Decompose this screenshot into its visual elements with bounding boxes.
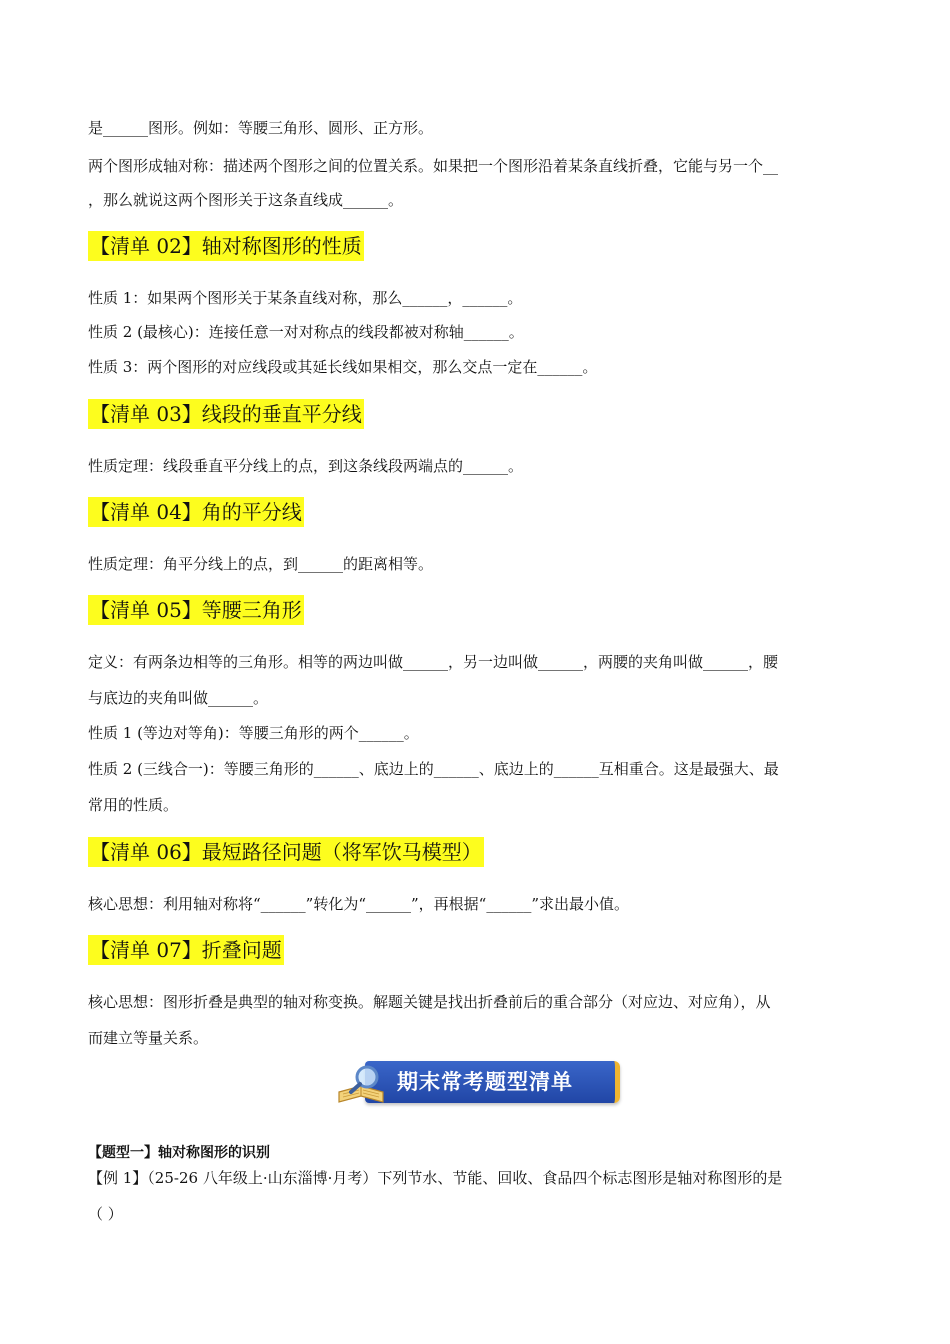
example-question: 【例 1】（25-26 八年级上·山东淄博·月考）下列节水、节能、回收、食品四个标志图形是轴对称图形的是 bbox=[88, 1169, 783, 1187]
text-line: 而建立等量关系。 bbox=[88, 1029, 209, 1047]
text-line: 核心思想：图形折叠是典型的轴对称变换。解题关键是找出折叠前后的重合部分（对应边、对应角），从 bbox=[88, 993, 771, 1011]
section-banner bbox=[333, 1058, 617, 1108]
text-line: 定义：有两条边相等的三角形。相等的两边叫做______，另一边叫做______，两腰的夹角叫做______，腰 bbox=[88, 653, 779, 671]
text-line: 性质 3：两个图形的对应线段或其延长线如果相交，那么交点一定在______。 bbox=[88, 358, 598, 376]
book-magnifier-icon bbox=[333, 1062, 393, 1106]
section-heading: 【清单 07】折叠问题 bbox=[88, 935, 284, 965]
text-line: 常用的性质。 bbox=[88, 796, 179, 814]
text-line: 性质定理：线段垂直平分线上的点，到这条线段两端点的______。 bbox=[88, 457, 524, 475]
text-line: 性质 2 (三线合一)：等腰三角形的______、底边上的______、底边上的______互相重合。这是最强大、最 bbox=[88, 760, 779, 778]
text-line: 核心思想：利用轴对称将“______”转化为“______”，再根据“______”求出最小值。 bbox=[88, 895, 630, 913]
text-line: 是______图形。例如：等腰三角形、圆形、正方形。 bbox=[88, 119, 434, 137]
question-type-title: 【题型一】轴对称图形的识别 bbox=[88, 1145, 270, 1161]
answer-parentheses: （ ） bbox=[88, 1205, 123, 1223]
section-heading: 【清单 02】轴对称图形的性质 bbox=[88, 231, 364, 261]
text-line: 性质定理：角平分线上的点，到______的距离相等。 bbox=[88, 555, 434, 573]
text-line: ，那么就说这两个图形关于这条直线成______。 bbox=[88, 191, 404, 209]
section-heading: 【清单 06】最短路径问题（将军饮马模型） bbox=[88, 837, 484, 867]
text-line: 性质 1：如果两个图形关于某条直线对称，那么______，______。 bbox=[88, 289, 523, 307]
text-line: 性质 1 (等边对等角)：等腰三角形的两个______。 bbox=[88, 724, 419, 742]
text-line: 两个图形成轴对称：描述两个图形之间的位置关系。如果把一个图形沿着某条直线折叠，它能与另一个__ bbox=[88, 157, 779, 175]
section-heading: 【清单 03】线段的垂直平分线 bbox=[88, 399, 364, 429]
text-line: 性质 2 (最核心)：连接任意一对对称点的线段都被对称轴______。 bbox=[88, 323, 524, 341]
banner-title: 期末常考题型清单 bbox=[397, 1070, 573, 1094]
text-line: 与底边的夹角叫做______。 bbox=[88, 689, 269, 707]
section-heading: 【清单 05】等腰三角形 bbox=[88, 595, 304, 625]
section-heading: 【清单 04】角的平分线 bbox=[88, 497, 304, 527]
